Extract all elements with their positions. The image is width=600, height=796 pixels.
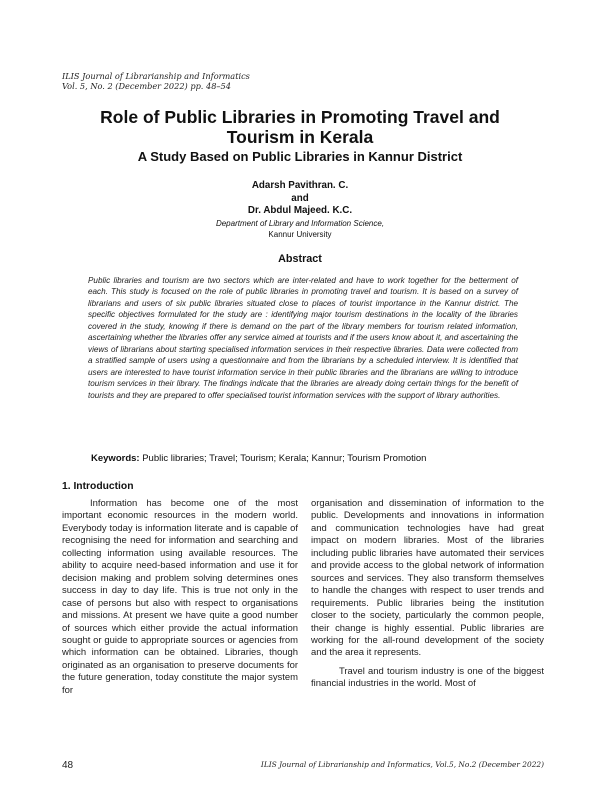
author-1: Adarsh Pavithran. C. [251,180,349,191]
paragraph: Travel and tourism industry is one of the biggest financial industries in the world. Most of [311,665,544,690]
journal-name: ILIS Journal of Librarianship and Informatics [62,71,250,81]
keywords-line [91,453,426,464]
paragraph: Information has become one of the most important economic resources in the modern world. Everybody today is information literate and is capable of recognising the need for information and searching and collecting information using available resources. The ability to acquire need-based information and use it for decision making and problem solving determines ones success in day to day life. This is true not only in the case of persons but also with respect to organisations and missions. At present we have quite a good number of sources which either provide the actual information sought or guide to appropriate sources or agencies from which information can be obtained. Libraries, though originated as an organisation to preserve documents for the future generation, today constitute the major system for [62,498,298,696]
article-subtitle: A Study Based on Public Libraries in Kannur District [137,149,463,164]
page-number: 48 [62,760,74,771]
abstract-body: Public libraries and tourism are two sectors which are inter-related and have to work together for the betterment of each. This study is focused on the role of public libraries in promoting travel and tourism. It is based on a survey of librarians and users of six public libraries situated close to places of tourist importance in the Kannur district. The specific objectives formulated for the study are : identifying major tourism destinations in the locality of the libraries covered in the study, knowing if there is demand on the part of the library members for tourism related information, ascertaining whether the libraries offer any service aimed at tourists and if the users know about it, and ascertaining the views of librarians about starting specialised information services in their respective libraries. Data were collected from a stratified sample of users using a questionnaire and from the librarians by a scheduled interview. It is identified that users are interested to have tourist information service in their public libraries and the librarians are willing to introduce tourism services in their library. The findings indicate that the libraries are already doing certain things for the benefit of tourists and they are prepared to offer specialised tourist information services with the support of library authorities. [88,276,518,400]
article-title-line2: Tourism in Kerala [226,127,374,147]
column-right [311,498,544,691]
author-block [0,180,600,240]
keywords-label: Keywords: [91,453,140,464]
paragraph: organisation and dissemination of information to the public. Developments and innovations in information and communication technologies have had great impact on modern libraries. Most of the libraries including public libraries have automated their services and provide access to the global network of information sources and services. They also transform themselves to handle the changes with respect to user trends and requirements. Public libraries being the institution closer to the society, particularly the common people, their change is highly essential. Public libraries are working for the all-round development of the society and the area it represents. [311,498,544,659]
article-title-line1: Role of Public Libraries in Promoting Travel and [100,107,500,127]
author-affiliation-university: Kannur University [268,229,332,239]
section-heading-introduction: 1. Introduction [62,481,134,492]
abstract-heading: Abstract [278,253,322,265]
keywords-list: Public libraries; Travel; Tourism; Kerala; Kannur; Tourism Promotion [142,453,427,464]
author-2: Dr. Abdul Majeed. K.C. [247,205,353,216]
article-title [0,107,600,147]
footer-journal-citation: ILIS Journal of Librarianship and Informatics, Vol.5, No.2 (December 2022) [260,760,544,769]
author-affiliation-department: Department of Library and Information Science, [215,218,385,228]
column-left [62,498,298,697]
author-conjunction: and [291,192,309,204]
journal-volume-issue: Vol. 5, No. 2 (December 2022) pp. 48–54 [62,81,231,91]
journal-header [62,71,250,91]
